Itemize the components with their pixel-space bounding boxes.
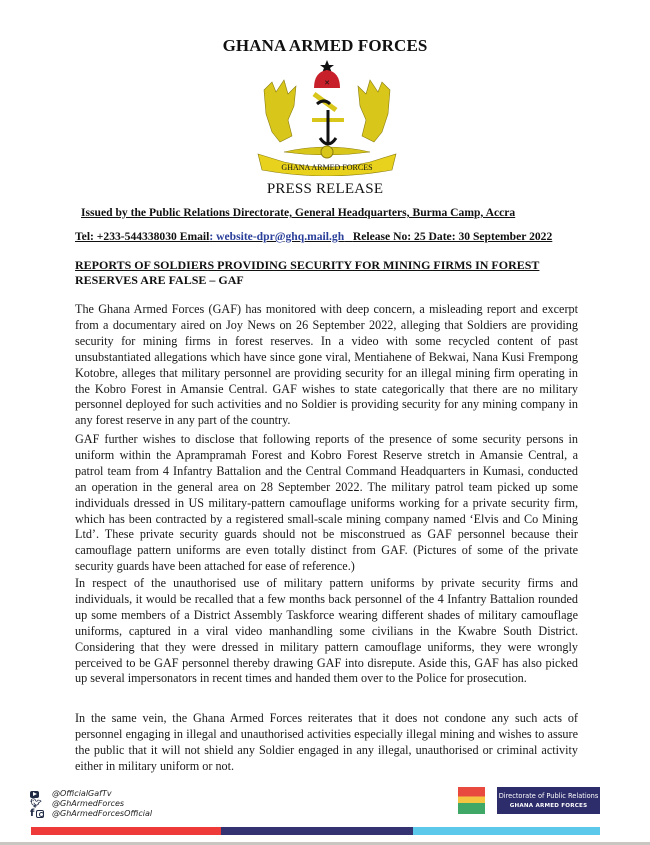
body-paragraph: In respect of the unauthorised use of military pattern uniforms by private security firms and individuals, it would be recalled that a few months back personnel of the 4 Infantry Battalion rounded up some members of a District Assembly Taskforce wearing different shades of military camouflage uniforms, captured in a viral video manhandling some civilians in the Kwabre South District. Considering that they were dressed in military pattern camouflage uniforms, they were wrongly perceived to be GAF personnel thereby drawing GAF into disrepute. Aside this, GAF has also picked up several impersonators in recent times and handed them over to the Police for prosecution.	[75, 576, 578, 686]
social-handles	[30, 789, 152, 819]
directorate-name: Directorate of Public Relations	[498, 792, 599, 800]
body-paragraph: The Ghana Armed Forces (GAF) has monitored with deep concern, a misleading report and excerpt from a documentary aired on Joy News on 26 September 2022, alleging that Soldiers are providing security for mining firms in forest reserves. In a video with some recycled content of past unsubstantiated allegations which have since gone viral, Mentiahene of Bekwai, Nana Kusi Frempong Kotobre, alleges that military personnel are providing security for an illegal mining firm operating in the Kobro Forest in Amansie Central. GAF wishes to state categorically that there are no military personnel deployed for such activities and no Soldier is providing security for any mining company in any forest reserve in any part of the country.	[75, 302, 578, 428]
twitter-handle: @GhArmedForces	[52, 799, 125, 808]
facebook-icon: f	[30, 808, 35, 819]
social-twitter[interactable]	[30, 799, 152, 809]
contact-line	[75, 230, 552, 243]
footer-stripe-cyan	[413, 827, 600, 835]
org-title: GHANA ARMED FORCES	[222, 36, 428, 55]
eagle-right-icon	[358, 80, 390, 142]
social-facebook-instagram[interactable]	[30, 809, 152, 819]
release-info: Release No: 25 Date: 30 September 2022	[352, 230, 553, 243]
issued-by-line: Issued by the Public Relations Directorate, General Headquarters, Burma Camp, Accra	[81, 206, 516, 219]
facebook-instagram-handle: @GhArmedForcesOfficial	[52, 809, 153, 818]
body-paragraph: GAF further wishes to disclose that following reports of the presence of some security persons in uniform within the Aprampramah Forest and Kobro Forest Reserve stretch in Amansie Central, a patrol team from 4 Infantry Battalion and the Central Command Headquarters in Kumasi, conducted an operation in the general area on 28 September 2022. The military patrol team picked up some individuals dressed in US military-pattern camouflage uniforms working for a private security firm, which has been contracted by a registered small-scale mining company named ‘Elvis and Co Mining Ltd’. These private security guards should not be misconstrued as GAF personnel because their camouflage pattern uniforms are even totally distinct from GAF. (Pictures of some of the private security guards have been attached for ease of reference.)	[75, 432, 578, 574]
email-link[interactable]: : website-dpr@ghq.mail.gh	[209, 230, 345, 243]
directorate-badge	[497, 787, 600, 814]
gaf-crest-logo	[244, 58, 410, 176]
youtube-icon	[30, 791, 39, 798]
anchor-icon	[320, 110, 336, 144]
directorate-org: GHANA ARMED FORCES	[509, 803, 588, 809]
dpr-crest-logo	[458, 787, 485, 814]
footer-stripe-red	[31, 827, 221, 835]
crest-banner-text: GHANA ARMED FORCES	[281, 163, 373, 172]
body-paragraph: In the same vein, the Ghana Armed Forces reiterates that it does not condone any such acts of personnel engaging in illegal and unauthorised activities especially illegal mining and wishes to assure the public that it will not shield any Soldier engaged in any illegal, unauthorised or criminal activity either in military uniform or not.	[75, 711, 578, 773]
press-release-label: PRESS RELEASE	[266, 181, 384, 197]
headline	[75, 258, 580, 288]
svg-text:✕: ✕	[324, 79, 330, 87]
social-youtube[interactable]	[30, 789, 152, 799]
eagle-left-icon	[264, 80, 296, 142]
telephone-label: Tel: +233-544338030 Email	[75, 230, 210, 243]
twitter-icon: 🐦︎	[30, 799, 42, 809]
youtube-handle: @OfficialGafTv	[52, 789, 112, 798]
footer-stripe-navy	[221, 827, 413, 835]
headline-line-2: RESERVES ARE FALSE – GAF	[75, 273, 244, 287]
headline-line-1: REPORTS OF SOLDIERS PROVIDING SECURITY FOR MINING FIRMS IN FOREST	[75, 258, 540, 272]
instagram-icon	[36, 810, 44, 818]
